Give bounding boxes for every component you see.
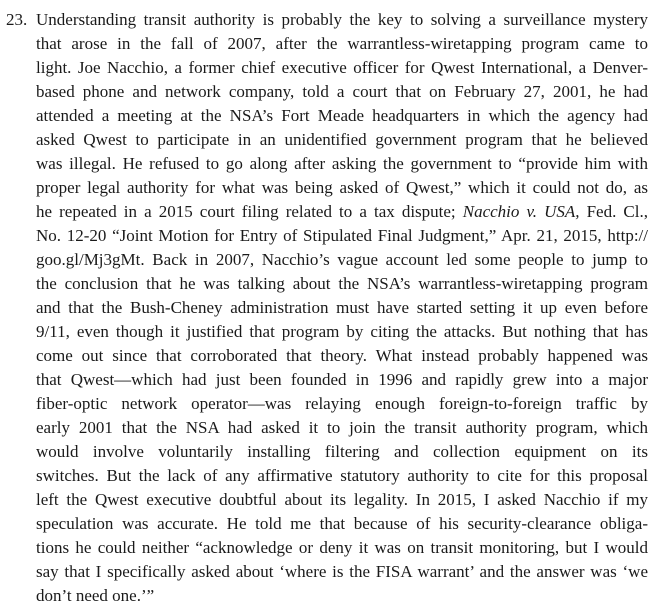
text-line: and that the Bush-Cheney administration must have started setting it up even before [36,298,648,317]
text-line: don’t need one.’” [36,586,155,605]
text-line: Understanding transit authority is probably the key to solving a surveillance mystery [36,10,648,29]
text-line: the conclusion that he was talking about the NSA’s warrantless-wiretapping program [36,274,648,293]
text-line: fiber-optic network operator—was relaying enough foreign-to-foreign traffic by [36,394,648,413]
text-line: speculation was accurate. He told me that because of his security-clearance obliga- [36,514,648,533]
text-line: switches. But the lack of any affirmative statutory authority to cite for this proposal [36,466,648,485]
text-line: say that I specifically asked about ‘where is the FISA warrant’ and the answer was ‘we [36,562,648,581]
case-citation: Nacchio v. USA, [462,202,580,221]
text-line: left the Qwest executive doubtful about its legality. In 2015, I asked Nacchio if my [36,490,648,509]
text-line: light. Joe Nacchio, a former chief executive officer for Qwest International, a Denver- [36,58,648,77]
text-line: was illegal. He refused to go along after asking the government to “provide him with [36,154,648,173]
text-line: would involve voluntarily installing filtering and collection equipment on its [36,442,648,461]
text-line: No. 12-20 “Joint Motion for Entry of Stipulated Final Judgment,” Apr. 21, 2015, http:// [36,226,648,245]
text-line: goo.gl/Mj3gMt. Back in 2007, Nacchio’s vague account led some people to jump to [36,250,648,269]
text-line: proper legal authority for what was being asked of Qwest,” which it could not do, as [36,178,648,197]
text-line: based phone and network company, told a court that on February 27, 2001, he had [36,82,648,101]
text-line: come out since that corroborated that theory. What instead probably happened was [36,346,648,365]
text-line: that arose in the fall of 2007, after the warrantless-wiretapping program came to [36,34,648,53]
footnote-number: 23. [6,10,28,29]
text-line: that Qwest—which had just been founded in 1996 and rapidly grew into a major [36,370,648,389]
text-line: tions he could neither “acknowledge or deny it was on transit monitoring, but I would [36,538,648,557]
text-line: attended a meeting at the NSA’s Fort Meade headquarters in which the agency had [36,106,648,125]
text-line: asked Qwest to participate in an unidentified government program that he believed [36,130,648,149]
text-line: he repeated in a 2015 court filing related to a tax dispute; Nacchio v. USA, Fed. Cl., [36,202,648,221]
text-line: 9/11, even though it justified that program by citing the attacks. But nothing that has [36,322,648,341]
text-line: early 2001 that the NSA had asked it to join the transit authority program, which [36,418,648,437]
footnote-body [36,8,648,608]
